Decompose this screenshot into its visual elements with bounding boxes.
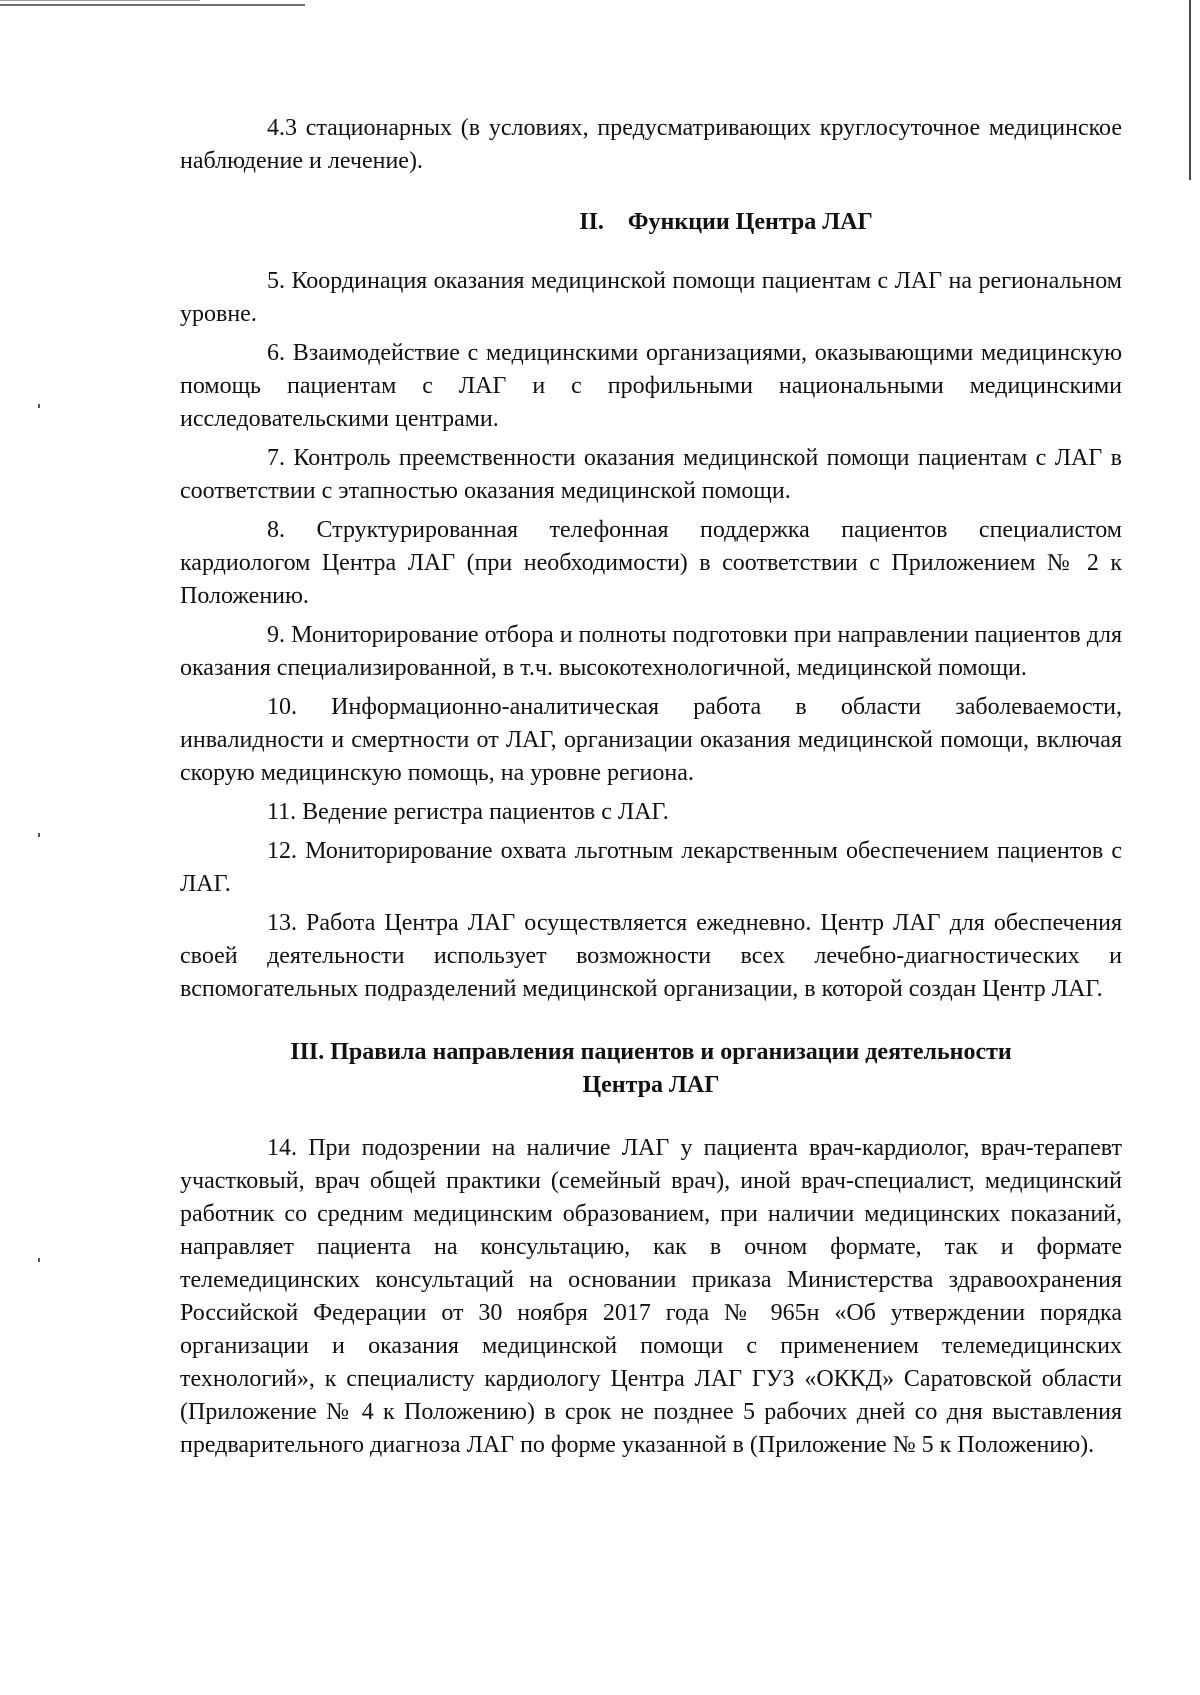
paragraph-4-3: 4.3 стационарных (в условиях, предусматривающих круглосуточное медицинское наблюдение и лечение). bbox=[180, 115, 1122, 174]
scan-artifact-top bbox=[0, 4, 305, 6]
scan-speck bbox=[38, 833, 40, 837]
section-heading-3-line-1: III. Правила направления пациентов и организации деятельности bbox=[290, 1039, 1012, 1065]
paragraph-11: 11. Ведение регистра пациентов с ЛАГ. bbox=[267, 799, 669, 825]
section-heading-3 bbox=[180, 1036, 1122, 1102]
paragraph-8: 8. Структурированная телефонная поддержка пациентов специалистом кардиологом Центра ЛАГ (при необходимости) в соответствии с Приложением № 2 к Положению. bbox=[180, 517, 1122, 609]
paragraph-10: 10. Информационно-аналитическая работа в области заболеваемости, инвалидности и смертности от ЛАГ, организации оказания медицинской помощи, включая скорую медицинскую помощь, на уровне региона. bbox=[180, 694, 1122, 786]
scan-artifact-top-thin bbox=[0, 0, 200, 1]
paragraph-6: 6. Взаимодействие с медицинскими организациями, оказывающими медицинскую помощь пациентам с ЛАГ и с профильными национальными медицинскими исследовательскими центрами. bbox=[180, 340, 1122, 432]
paragraph-5: 5. Координация оказания медицинской помощи пациентам с ЛАГ на региональном уровне. bbox=[180, 268, 1122, 327]
paragraph-14: 14. При подозрении на наличие ЛАГ у пациента врач-кардиолог, врач-терапевт участковый, врач общей практики (семейный врач), иной врач-специалист, медицинский работник со средним медицинским образованием, при наличии медицинских показаний, направляет пациента на консультацию, как в очном формате, так и формате телемедицинских консультаций на основании приказа Министерства здравоохранения Российской Федерации от 30 ноября 2017 года № 965н «Об утверждении порядка организации и оказания медицинской помощи с применением телемедицинских технологий», к специалисту кардиологу Центра ЛАГ ГУЗ «ОККД» Саратовской области (Приложение № 4 к Положению) в срок не позднее 5 рабочих дней со дня выставления предварительного диагноза ЛАГ по форме указанной в (Приложение № 5 к Положению). bbox=[180, 1135, 1122, 1458]
scan-speck bbox=[38, 1258, 40, 1262]
scan-artifact-right bbox=[1189, 0, 1191, 180]
paragraph-7: 7. Контроль преемственности оказания медицинской помощи пациентам с ЛАГ в соответствии с этапностью оказания медицинской помощи. bbox=[180, 445, 1122, 504]
paragraph-13: 13. Работа Центра ЛАГ осуществляется ежедневно. Центр ЛАГ для обеспечения своей деятельности использует возможности всех лечебно-диагностических и вспомогательных подразделений медицинской организации, в которой создан Центр ЛАГ. bbox=[180, 910, 1122, 1002]
section-heading-2: II. Функции Центра ЛАГ bbox=[579, 209, 873, 235]
scan-speck bbox=[38, 404, 40, 408]
document-body bbox=[180, 112, 1122, 1468]
paragraph-9: 9. Мониторирование отбора и полноты подготовки при направлении пациентов для оказания специализированной, в т.ч. высокотехнологичной, медицинской помощи. bbox=[180, 622, 1122, 681]
paragraph-12: 12. Мониторирование охвата льготным лекарственным обеспечением пациентов с ЛАГ. bbox=[180, 838, 1122, 897]
section-heading-3-line-2: Центра ЛАГ bbox=[582, 1072, 720, 1098]
